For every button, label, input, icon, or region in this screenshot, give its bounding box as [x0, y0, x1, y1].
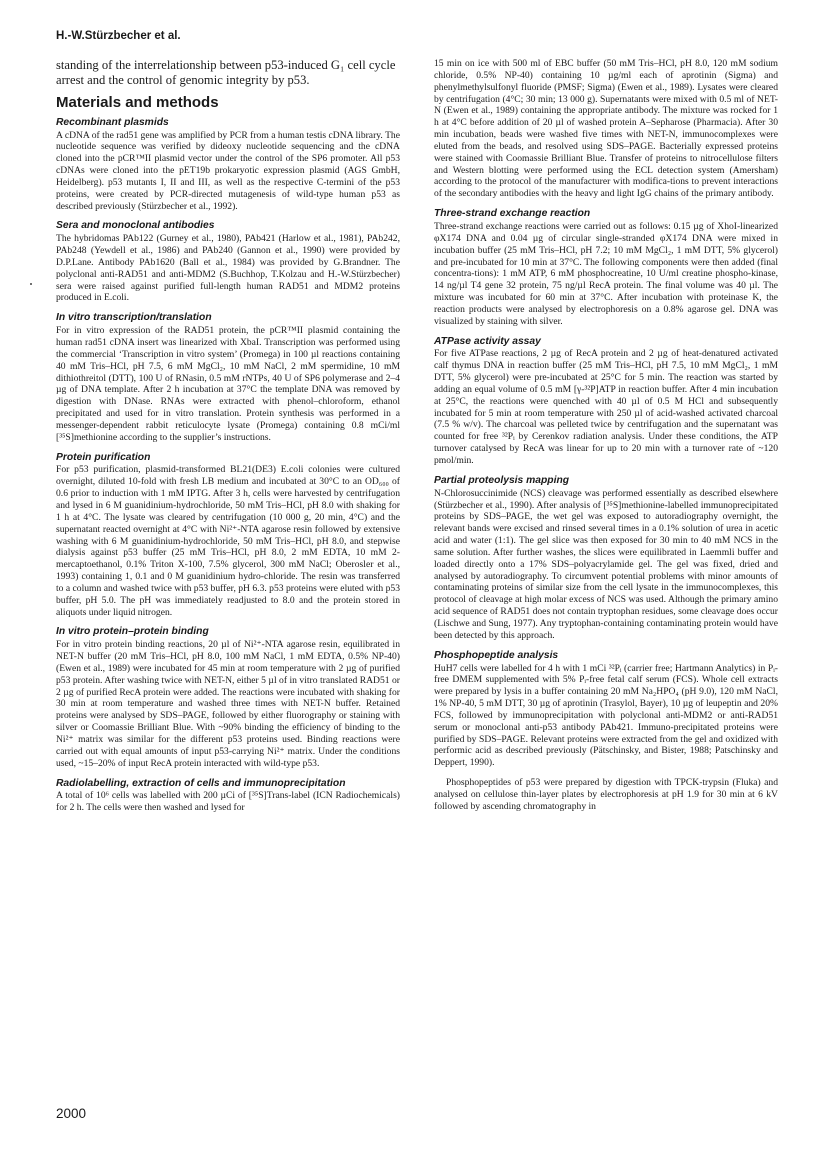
margin-mark — [30, 283, 32, 285]
paragraph: 15 min on ice with 500 ml of EBC buffer (50 mM Tris–HCl, pH 8.0, 120 mM sodium chloride, 0.5% NP-40) containing 10 µg/ml each of aprotinin (Sigma) and phenylmethylsulfonyl fluoride (PMSF; Sigma) (Ewen et al., 1989). Lysates were cleared by centrifugation (4°C; 30 min; 13 000 g). Supernatants were mixed with 0.5 ml of NET-N (Ewen et al., 1989) containing the appropriate antibody. The mixture was rocked for 1 h at 4°C before addition of 20 µl of washed protein A–Sepharose (Pharmacia). After 30 min incubation, beads were washed five times with NET-N, immunocomplexes were eluted from the beads, and resolved using SDS–PAGE. Bacterially expressed proteins were stained with Coomassie Brilliant Blue. Transfer of proteins to nitrocellulose filters and Western blotting were performed using the ECL detection system (Amersham) according to the protocol of the manufacturer with modifica-tions to prevent interactions of the secondary antibodies with the heavy and light IgG chains of the primary antibody. — [434, 58, 778, 200]
running-head: H.-W.Stürzbecher et al. — [56, 30, 181, 42]
paragraph: The hybridomas PAb122 (Gurney et al., 1980), PAb421 (Harlow et al., 1981), PAb242, PAb248 (Yewdell et al., 1986) and PAb240 (Gannon et al., 1990) were provided by D.P.Lane. Antibody PAb1620 (Ball et al., 1984) was provided by G.Brandner. The polyclonal anti-RAD51 and anti-MDM2 (S.Buchhop, T.Kolzau and H.-W.Stürzbecher) sera were raised against purified full-length human RAD51 and MDM2 proteins produced in E.coli. — [56, 233, 400, 304]
paragraph: N-Chlorosuccinimide (NCS) cleavage was performed essentially as described elsewhere (Stürzbecher et al., 1990). After analysis of [³⁵S]methionine-labelled immunoprecipitated proteins by SDS–PAGE, the wet gel was exposed to autoradiography overnight, the relevant bands were excised and rinsed several times in a 0.1% solution of urea in acetic acid and water (1:1). The gel slice was then exposed for 30 min to 40 mM NCS in the same solution. After further washes, the slices were equilibrated in Laemmli buffer and loaded directly onto a 17% SDS–polyacrylamide gel. The gel was fixed, dried and analysed by autoradiography. To circumvent potential problems with minor amounts of contaminating proteins of similar size from the cell lysate in the immunocomplexes, this protocol of cleavage at high molar excess of NCS was used. Although the primary amino acid sequence of RAD51 does not contain tryptophan residues, some cleavage does occur (Lischwe and Sung, 1977). Any tryptophan-containing contaminating protein would have been detected by this approach. — [434, 487, 778, 641]
subheading: Sera and monoclonal antibodies — [56, 220, 215, 232]
left-column — [56, 58, 400, 814]
paragraph: HuH7 cells were labelled for 4 h with 1 mCi ³²Pᵢ (carrier free; Hartmann Analytics) in Pᵢ-free DMEM supplemented with 5% Pᵢ-free fetal calf serum (FCS). Whole cell extracts were prepared by lysis in a buffer containing 20 mM Na₂HPO₄ (pH 9.0), 120 mM NaCl, 1% NP-40, 5 mM DTT, 30 µg of aprotinin (Trasylol, Bayer), 10 µg of leupeptin and 20% FCS, followed by immunoprecipitation with polyclonal anti-MDM2 or anti-RAD51 serum or monoclonal anti-p53 antibody PAb421. Immuno-precipitated proteins were purified by SDS–PAGE. Relevant proteins were extracted from the gel and oxidized with performic acid as described previously (Pätschinsky, and Bister, 1988; Patschinsky and Deppert, 1990). — [434, 662, 778, 769]
intro-text: standing of the interrelationship between p53-induced G₁ cell cycle arrest and the control of genomic integrity by p53. — [56, 58, 396, 88]
page-number: 2000 — [56, 1106, 87, 1121]
subheading: In vitro protein–protein binding — [56, 626, 209, 638]
paragraph: For five ATPase reactions, 2 µg of RecA protein and 2 µg of heat-denatured activated calf thymus DNA in reaction buffer (25 mM Tris–HCl, pH 7.5, 10 mM MgCl₂, 1 mM DTT, 5% glycerol) were pre-incubated at 25°C for 5 min. The reaction was started by adding an equal volume of 0.5 mM [γ-³²P]ATP in reaction buffer. After 4 min incubation at 25°C, the reactions were quenched with 40 µl of 0.5 M HCl and subsequently incubated for 5 min at room temperature with 250 µl of acid-washed activated charcoal (7.5 % w/v). The charcoal was pelleted twice by centrifugation and the supernatant was counted for free ³²Pᵢ by Cerenkov radiation analysis. Under these conditions, the ATP turnover catalysed by RecA was linear for up to 20 min with a turnover rate of ~120 pmol/min. — [434, 348, 778, 466]
subheading: Protein purification — [56, 451, 151, 463]
paragraph: For p53 purification, plasmid-transformed BL21(DE3) E.coli colonies were cultured overnight, diluted 10-fold with fresh LB medium and incubated at 30°C to an OD₆₀₀ of 0.6 prior to induction with 1 mM IPTG. After 3 h, cells were harvested by centrifugation and lysed in 6 M guanidinium-hydrochloride, 50 mM Tris–HCl, pH 8.0 with shaking for 1 h at 4°C. The lysate was cleared by centrifugation (10 000 g, 20 min, 4°C) and the supernatant reacted overnight at 4°C with Ni²⁺-NTA agarose resin followed by extensive washing with 6 M guanidinium-hydrochloride, 50 mM Tris–HCl, pH 8.0, and stepwise dialysis against p53 buffer (25 mM Tris–HCl, pH 8.0, 2 mM EDTA, 10 mM 2-mercaptoethanol, 0.1% Triton X-100, 7.5% glycerol, 300 mM NaCl; Oberosler et al., 1993) containing 1, 0.1 and 0 M guanidinium hydro-chloride. The resin was transferred to a column and washed twice with p53 buffer, pH 6.3. p53 proteins were eluted with p53 buffer, pH 5.0. The pH was immediately readjusted to 8.0 and the protein stored in aliquots under liquid nitrogen. — [56, 464, 400, 618]
section-title: Materials and methods — [56, 93, 219, 111]
paragraph: For in vitro expression of the RAD51 protein, the pCR™II plasmid containing the human rad51 cDNA insert was linearized with XbaI. Transcription was performed using the commercial ‘Transcription in vitro system’ (Promega) in 100 µl reactions containing 40 mM Tris–HCl, pH 7.5, 6 mM MgCl₂, 10 mM NaCl, 2 mM spermidine, 10 mM dithiothreitol (DTT), 100 U of RNasin, 0.5 mM rNTPs, 40 U of SP6 polymerase and 2–4 µg of DNA template. After 2 h incubation at 37°C the template DNA was removed by digestion with DNase. RNAs were extracted with phenol–chloroform, ethanol precipitated and used for in vitro translation. Protein synthesis was performed in a messenger-dependent rabbit reticulocyte lysate (Promega) containing 0.8 mCi/ml [³⁵S]methionine according to the supplier’s instructions. — [56, 325, 400, 443]
paragraph: A cDNA of the rad51 gene was amplified by PCR from a human testis cDNA library. The nucleotide sequence was verified by dideoxy nucleotide sequencing and the cDNA cloned into the pCR™II plasmid vector under the control of the SP6 promoter. All p53 cDNAs were cloned into the pET19b prokaryotic expression plasmid (AGS GmbH, Heidelberg). p53 mutants I, II and III, as well as the respective C-termini of the p53 proteins, were created by PCR-directed mutagenesis of wild-type human p53 as described previously (Stürzbecher et al., 1992). — [56, 129, 400, 212]
subheading: Partial proteolysis mapping — [434, 474, 570, 486]
subheading: Recombinant plasmids — [56, 116, 169, 128]
paragraph: Phosphopeptides of p53 were prepared by digestion with TPCK-trypsin (Fluka) and analysed on cellulose thin-layer plates by electrophoresis at pH 1.9 for 30 min at 6 kV followed by ascending chromatography in — [434, 777, 778, 812]
subheading: Radiolabelling, extraction of cells and immunoprecipitation — [56, 777, 346, 789]
paragraph: A total of 10⁶ cells was labelled with 200 µCi of [³⁵S]Trans-label (ICN Radiochemicals) for 2 h. The cells were then washed and lysed for — [56, 790, 400, 814]
right-column — [434, 58, 778, 813]
subheading: ATPase activity assay — [434, 335, 541, 347]
paragraph: For in vitro protein binding reactions, 20 µl of Ni²⁺-NTA agarose resin, equilibrated in NET-N buffer (20 mM Tris–HCl, pH 8.0, 100 mM NaCl, 1 mM EDTA, 0.5% NP-40) (Ewen et al., 1989) were incubated for 45 min at room temperature with 2 µg of purified p53 protein. After washing twice with NET-N, either 5 µl of in vitro translated RAD51 or 2 µg of purified RecA protein were added. The reactions were incubated with shaking for 30 min at room temperature and washed three times with NET-N buffer. Retained proteins were analysed by SDS–PAGE, followed by either fluorography or staining with silver or Coomassie Brilliant Blue. With ~90% binding the efficiency of binding to the Ni²⁺ matrix was similar for the different p53 proteins used. Binding reactions were carried out with equal amounts of input p53-carrying Ni²⁺ matrix. Under the conditions used, ~15–20% of input RecA protein interacted with wild-type p53. — [56, 639, 400, 769]
subheading: Three-strand exchange reaction — [434, 208, 591, 220]
paragraph: Three-strand exchange reactions were carried out as follows: 0.15 µg of XhoI-linearized φX174 DNA and 0.04 µg of circular single-stranded φX174 DNA were mixed in incubation buffer (25 mM Tris–HCl, pH 7.2; 10 mM MgCl₂, 1 mM DTT, 5% glycerol) and pre-incubated for 10 min at 37°C. The following components were then added (final concentra-tions): 1 mM ATP, 6 mM phosphocreatine, 10 U/ml creatine phospho-kinase, 14 ng/µl T4 gene 32 protein, 75 ng/µl RecA protein. The final volume was 40 µl. The mixture was incubated for 60 min at 37°C. After incubation with proteinase K, the reaction products were analysed by electrophoresis on a 0.8% agarose gel. DNA was visualized by staining with silver. — [434, 220, 778, 327]
subheading: Phosphopeptide analysis — [434, 649, 559, 661]
subheading: In vitro transcription/translation — [56, 312, 212, 324]
